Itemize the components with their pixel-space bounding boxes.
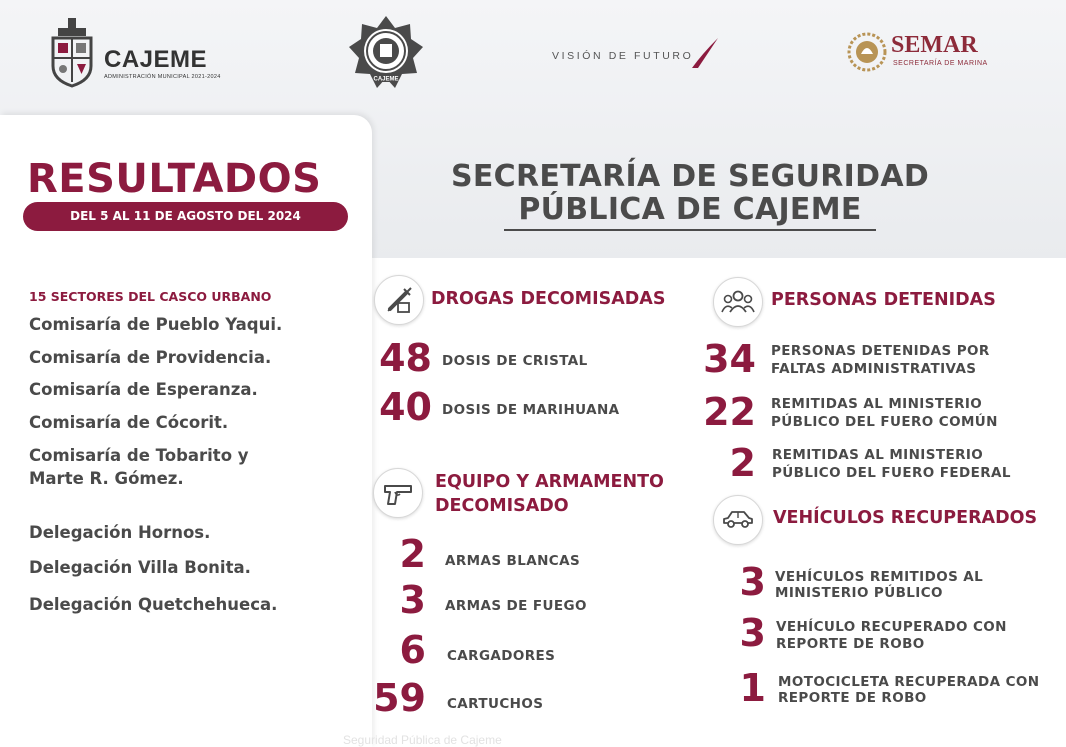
detained-label-line-1: REMITIDAS AL MINISTERIO: [772, 447, 984, 463]
location-item: Comisaría de Esperanza.: [29, 380, 258, 399]
police-badge-icon: [347, 14, 425, 92]
eagle-seal-icon: [847, 32, 887, 72]
results-title: RESULTADOS: [27, 156, 322, 202]
vision-logo-text: VISIÓN DE FUTURO: [552, 50, 694, 62]
equipment-count: 2: [399, 532, 426, 576]
drugs-section-title: DROGAS DECOMISADAS: [431, 289, 666, 309]
equipment-count: 6: [399, 628, 426, 672]
detained-count: 34: [703, 337, 756, 381]
vehicle-label-line-2: REPORTE DE ROBO: [776, 636, 925, 652]
title-underline: [504, 229, 876, 231]
equipment-title-line-2: DECOMISADO: [435, 496, 569, 516]
detained-count: 22: [703, 390, 756, 434]
drug-count: 48: [379, 336, 432, 380]
footer-watermark: Seguridad Pública de Cajeme: [343, 733, 502, 747]
page-title-line-1: SECRETARÍA DE SEGURIDAD: [450, 159, 930, 194]
syringe-icon: [374, 275, 424, 325]
car-icon: [713, 495, 763, 545]
page-title: [432, 160, 948, 226]
vehicle-count: 3: [739, 560, 766, 604]
vision-de-futuro-logo: [552, 36, 722, 70]
equipment-label: ARMAS DE FUEGO: [445, 598, 587, 614]
detained-label-line-1: REMITIDAS AL MINISTERIO: [771, 396, 983, 412]
date-range-badge: DEL 5 AL 11 DE AGOSTO DEL 2024: [23, 202, 348, 231]
drug-label: DOSIS DE CRISTAL: [442, 353, 588, 369]
detained-label-line-2: PÚBLICO DEL FUERO COMÚN: [771, 414, 998, 430]
group-icon: [713, 277, 763, 327]
police-badge-logo: [347, 14, 425, 92]
vehicle-label-line-1: VEHÍCULOS REMITIDOS AL: [775, 569, 984, 585]
page-title-line-2: PÚBLICA DE CAJEME: [518, 192, 862, 227]
detained-count: 2: [729, 441, 756, 485]
arrow-swoosh-icon: [690, 36, 720, 70]
detained-label-line-2: PÚBLICO DEL FUERO FEDERAL: [772, 465, 1011, 481]
equipment-label: CARTUCHOS: [447, 696, 544, 712]
equipment-label: CARGADORES: [447, 648, 556, 664]
location-item: Delegación Villa Bonita.: [29, 558, 251, 577]
semar-logo-subtitle: SECRETARÍA DE MARINA: [893, 60, 988, 67]
semar-logo-name: SEMAR: [891, 32, 978, 58]
location-item: Comisaría de Cócorit.: [29, 413, 229, 432]
vehicle-label-line-2: REPORTE DE ROBO: [778, 690, 927, 706]
equipment-title-line-1: EQUIPO Y ARMAMENTO: [435, 472, 664, 492]
equipment-count: 3: [399, 578, 426, 622]
vehicle-label-line-1: MOTOCICLETA RECUPERADA CON: [778, 674, 1040, 690]
vehicle-count: 3: [739, 611, 766, 655]
cajeme-logo: [50, 16, 225, 90]
drug-count: 40: [379, 385, 432, 429]
cajeme-logo-subtitle: ADMINISTRACIÓN MUNICIPAL 2021-2024: [104, 74, 221, 80]
equipment-count: 59: [373, 676, 426, 720]
location-item: Comisaría de Pueblo Yaqui.: [29, 315, 283, 334]
detained-label-line-1: PERSONAS DETENIDAS POR: [771, 343, 990, 359]
vehicle-label-line-1: VEHÍCULO RECUPERADO CON: [776, 619, 1007, 635]
equipment-section-title: [435, 470, 664, 518]
location-item: Comisaría de Tobarito y: [29, 446, 249, 465]
vehicle-count: 1: [739, 666, 766, 710]
detained-label-line-2: FALTAS ADMINISTRATIVAS: [771, 361, 977, 377]
drug-label: DOSIS DE MARIHUANA: [442, 402, 620, 418]
detained-section-title: PERSONAS DETENIDAS: [771, 290, 996, 310]
vehicles-section-title: VEHÍCULOS RECUPERADOS: [773, 508, 1038, 528]
location-item: Comisaría de Providencia.: [29, 348, 272, 367]
location-item: Delegación Hornos.: [29, 523, 211, 542]
cajeme-shield-icon: [50, 16, 94, 88]
badge-label: CAJEME: [373, 76, 399, 83]
semar-logo: [847, 30, 1007, 76]
pistol-icon: [373, 468, 423, 518]
location-item: Marte R. Gómez.: [29, 469, 184, 488]
equipment-label: ARMAS BLANCAS: [445, 553, 581, 569]
sectors-heading: 15 SECTORES DEL CASCO URBANO: [29, 289, 272, 304]
location-item: Delegación Quetchehueca.: [29, 595, 278, 614]
vehicle-label-line-2: MINISTERIO PÚBLICO: [775, 585, 943, 601]
cajeme-logo-name: CAJEME: [104, 46, 208, 73]
